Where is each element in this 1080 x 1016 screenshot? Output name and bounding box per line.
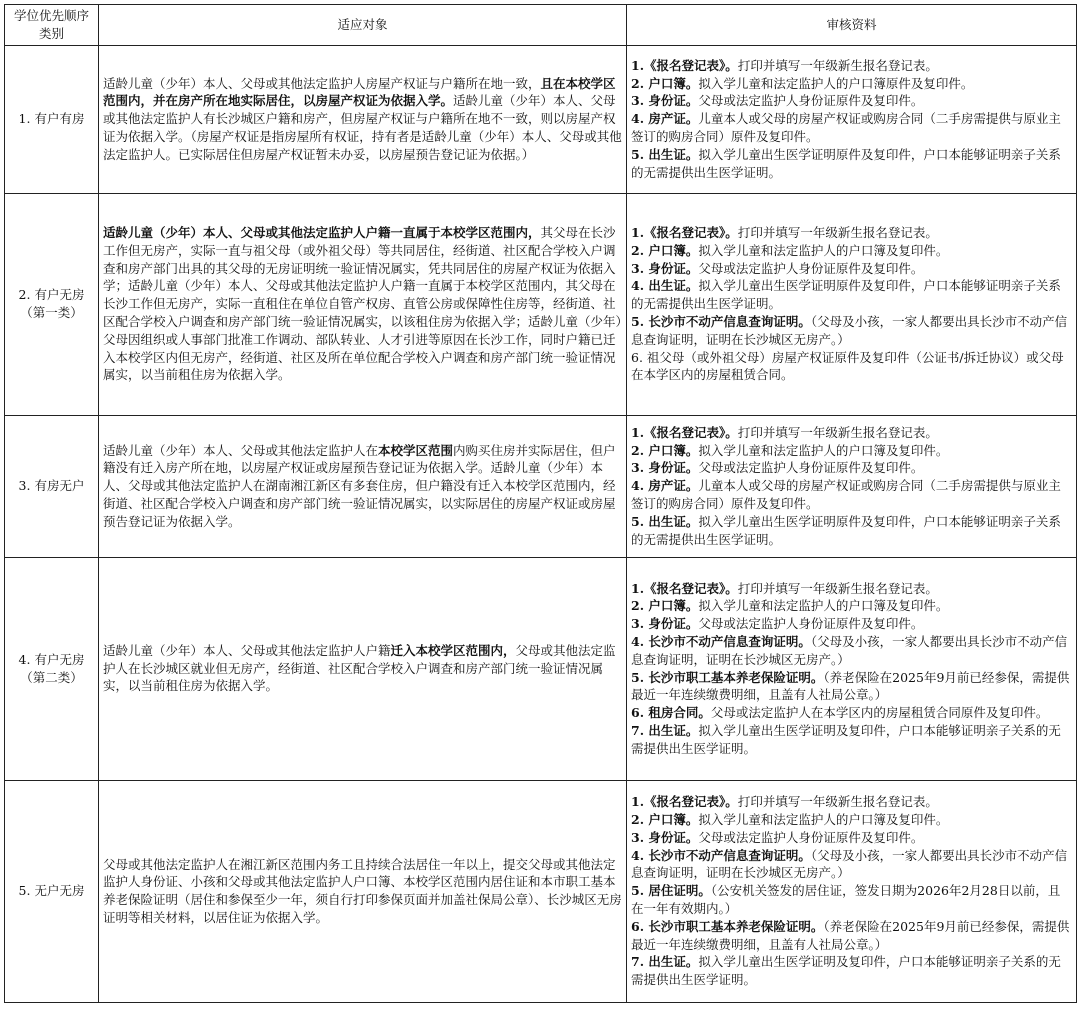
target-text-bold: 且在本校学区范围内，并在房产所在地实际居住，以房屋产权证为依据入学。 <box>103 75 616 109</box>
target-text-bold: 适龄儿童（少年）本人、父母或其他法定监护人户籍一直属于本校学区范围内， <box>103 225 541 240</box>
doc-item: 2. 户口簿。拟入学儿童和法定监护人的户口簿原件及复印件。 <box>631 75 974 91</box>
target-text: 父母或其他法定监护人在湘江新区范围内务工且持续合法居住一年以上，提交父母或其他法定监护人身份证、小孩和父母或其他法定监护人户口簿、本校学区范围内居住证和本市职工基本养老保险证明（居住和参保至少一年，须自行打印参保页面并加盖社保局公章）、长沙城区无房证明等相关材料，以居住证为依据入学。 <box>103 856 622 925</box>
doc-item: 4. 长沙市不动产信息查询证明。（父母及小孩，一家人都要出具长沙市不动产信息查询证明，证明在长沙城区无房产。） <box>631 634 1068 667</box>
header-docs: 审核资料 <box>627 5 1077 46</box>
doc-item: 4. 房产证。儿童本人或父母的房屋产权证或购房合同（二手房需提供与原业主签订的购房合同）原件及复印件。 <box>631 111 1061 144</box>
category-cell: 1. 有户有房 <box>5 45 99 193</box>
doc-item: 4. 长沙市不动产信息查询证明。（父母及小孩，一家人都要出具长沙市不动产信息查询证明，证明在长沙城区无房产。） <box>631 847 1068 881</box>
doc-item: 1.《报名登记表》。打印并填写一年级新生报名登记表。 <box>631 225 938 240</box>
doc-item: 6. 租房合同。父母或法定监护人在本学区内的房屋租赁合同原件及复印件。 <box>631 705 1049 721</box>
target-text: 适龄儿童（少年）本人、父母或其他法定监护人房屋产权证与户籍所在地一致， <box>103 75 541 91</box>
doc-item: 1.《报名登记表》。打印并填写一年级新生报名登记表。 <box>631 580 938 596</box>
doc-item: 4. 房产证。儿童本人或父母的房屋产权证或购房合同（二手房需提供与原业主签订的购房合同）原件及复印件。 <box>631 478 1061 511</box>
target-text-bold: 本校学区范围 <box>378 442 454 458</box>
target-text: 其父母在长沙工作但无房产，实际一直与祖父母（或外祖父母）等共同居住，经街道、社区配合学校入户调查和房产部门出具的其父母的无房证明统一验证情况属实，凭共同居住的房屋产权证为依据入学；适龄儿童（少年）本人、父母或其他法定监护人户籍一直属于本校学区范围内，其父母在长沙工作但无房产，实际一直租住在单位自管产权房、直管公房或保障性住房等，经街道、社区配合学校入户调查和房产部门统一验证情况属实，以该租住房为依据入学；适龄儿童（少年）父母因组织或人事部门批准工作调动、部队转业、人才引进等原因在长沙工作，同时户籍已迁入本校学区内但无房产，经街道、社区及所在单位配合学校入户调查和房产部门统一验证情况属实，以当前租住房为依据入学。 <box>103 225 622 383</box>
docs-cell <box>627 780 1077 1002</box>
target-text: 适龄儿童（少年）本人、父母或其他法定监护人有长沙城区户籍和房产，但房屋产权证与户籍所在地不一致，则以房屋产权证为依据入学。（房屋产权证是指房屋所有权证，持有者是适龄儿童（少年）本人、父母或其他法定监护人。已实际居住但房屋产权证暂未办妥，以房屋预告登记证为依据。） <box>103 93 622 162</box>
doc-item: 2. 户口簿。拟入学儿童和法定监护人的户口簿及复印件。 <box>631 812 949 827</box>
target-cell <box>99 193 627 415</box>
admission-policy-table <box>4 4 1077 1003</box>
doc-item: 3. 身份证。父母或法定监护人身份证原件及复印件。 <box>631 460 924 476</box>
target-cell <box>99 557 627 780</box>
doc-item: 6. 长沙市职工基本养老保险证明。（养老保险在2025年9月前已经参保，需提供最近一年连续缴费明细，且盖有人社局公章。） <box>631 918 1070 952</box>
target-text: 适龄儿童（少年）本人、父母或其他法定监护人户籍 <box>103 642 391 658</box>
category-cell: 5. 无户无房 <box>5 780 99 1002</box>
doc-item: 2. 户口簿。拟入学儿童和法定监护人的户口簿及复印件。 <box>631 598 949 614</box>
target-text: 适龄儿童（少年）本人、父母或其他法定监护人在 <box>103 442 379 458</box>
table-row <box>5 780 1077 1002</box>
doc-item: 1.《报名登记表》。打印并填写一年级新生报名登记表。 <box>631 794 938 810</box>
doc-item: 3. 身份证。父母或法定监护人身份证原件及复印件。 <box>631 829 924 845</box>
category-cell: 3. 有房无户 <box>5 415 99 557</box>
target-cell <box>99 45 627 193</box>
doc-item: 5. 长沙市不动产信息查询证明。（父母及小孩，一家人都要出具长沙市不动产信息查询证明，证明在长沙城区无房产。） <box>631 313 1068 347</box>
table-row <box>5 557 1077 780</box>
doc-item: 2. 户口簿。拟入学儿童和法定监护人的户口簿及复印件。 <box>631 242 949 258</box>
doc-item: 5. 出生证。拟入学儿童出生医学证明原件及复印件，户口本能够证明亲子关系的无需提供出生医学证明。 <box>631 146 1061 180</box>
doc-item: 7. 出生证。拟入学儿童出生医学证明及复印件，户口本能够证明亲子关系的无需提供出生医学证明。 <box>631 954 1061 988</box>
category-cell: 2. 有户无房（第一类） <box>5 193 99 415</box>
table-row <box>5 415 1077 557</box>
table-row <box>5 193 1077 415</box>
doc-item: 6. 祖父母（或外祖父母）房屋产权证原件及复印件（公证书/拆迁协议）或父母在本学区内的房屋租赁合同。 <box>631 349 1064 383</box>
target-cell <box>99 415 627 557</box>
doc-item: 7. 出生证。拟入学儿童出生医学证明及复印件，户口本能够证明亲子关系的无需提供出生医学证明。 <box>631 722 1061 756</box>
header-row <box>5 5 1077 46</box>
doc-item: 2. 户口簿。拟入学儿童和法定监护人的户口簿及复印件。 <box>631 442 949 458</box>
docs-cell <box>627 557 1077 780</box>
doc-item: 3. 身份证。父母或法定监护人身份证原件及复印件。 <box>631 616 924 632</box>
doc-item: 1.《报名登记表》。打印并填写一年级新生报名登记表。 <box>631 424 938 440</box>
doc-item: 1.《报名登记表》。打印并填写一年级新生报名登记表。 <box>631 57 938 73</box>
target-text: 内购买住房并实际居住，但户籍没有迁入房产所在地，以房屋产权证或房屋预告登记证为依据入学。适龄儿童（少年）本人、父母或其他法定监护人在湖南湘江新区有多套住房，但户籍没有迁入本校学区范围内，经街道、社区配合学校入户调查和房产部门统一验证情况属实，以实际居住的房屋产权证或房屋预告登记证为依据入学。 <box>103 442 616 529</box>
doc-item: 3. 身份证。父母或法定监护人身份证原件及复印件。 <box>631 93 924 109</box>
category-cell: 4. 有户无房（第二类） <box>5 557 99 780</box>
table-row <box>5 45 1077 193</box>
docs-cell <box>627 193 1077 415</box>
doc-item: 5. 出生证。拟入学儿童出生医学证明原件及复印件，户口本能够证明亲子关系的无需提供出生医学证明。 <box>631 513 1061 547</box>
doc-item: 4. 出生证。拟入学儿童出生医学证明原件及复印件，户口本能够证明亲子关系的无需提供出生医学证明。 <box>631 278 1061 312</box>
doc-item: 3. 身份证。父母或法定监护人身份证原件及复印件。 <box>631 260 924 276</box>
target-text: 父母或其他法定监护人在长沙城区就业但无房产，经街道、社区配合学校入户调查和房产部门统一验证情况属实，以当前租住房为依据入学。 <box>103 642 616 694</box>
target-cell <box>99 780 627 1002</box>
doc-item: 5. 长沙市职工基本养老保险证明。（养老保险在2025年9月前已经参保，需提供最近一年连续缴费明细，且盖有人社局公章。） <box>631 669 1070 703</box>
target-text-bold: 迁入本校学区范围内， <box>390 642 516 658</box>
header-category: 学位优先顺序类别 <box>5 5 99 46</box>
header-target: 适应对象 <box>99 5 627 46</box>
docs-cell <box>627 45 1077 193</box>
doc-item: 5. 居住证明。（公安机关签发的居住证，签发日期为2026年2月28日以前，且在一年有效期内。） <box>631 883 1061 916</box>
docs-cell <box>627 415 1077 557</box>
